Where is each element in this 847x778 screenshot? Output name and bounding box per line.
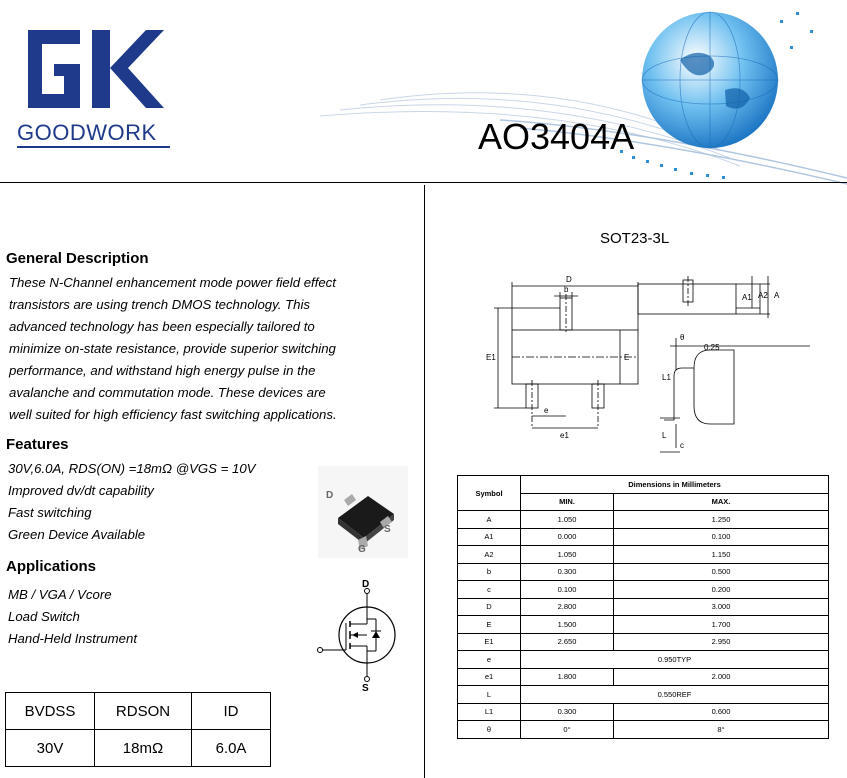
brand-name: GOODWORK [17,120,157,145]
application-item: MB / VGA / Vcore [8,587,112,602]
table-row [458,528,829,546]
dim-symbol: A2 [458,546,521,564]
spec-value: 6.0A [192,730,271,767]
dim-label-D: D [566,275,572,284]
dim-symbol: E1 [458,633,521,651]
spec-header: RDSON [95,693,192,730]
spec-value: 30V [6,730,95,767]
dim-max: 2.000 [614,668,829,686]
application-item: Load Switch [8,609,80,624]
applications-list [8,584,137,650]
table-row [458,581,829,599]
column-divider [424,185,425,778]
pkg-pin-s: S [384,524,391,535]
dim-max-header: MAX. [614,493,829,511]
table-row [458,546,829,564]
desc-line: advanced technology has been especially tailored to [9,319,315,334]
sot23-package-icon [318,466,408,558]
part-number: AO3404A [478,116,635,157]
dim-label-e: e [544,406,549,415]
dim-label-A2: A2 [758,291,768,300]
dim-label-L1: L1 [662,373,671,382]
dim-label-A1: A1 [742,293,752,302]
feature-item: Fast switching [8,505,92,520]
dim-min: 0° [521,721,614,739]
spec-header: ID [192,693,271,730]
application-item: Hand-Held Instrument [8,631,138,646]
dim-symbol: A1 [458,528,521,546]
goodwork-logo-icon [18,22,168,114]
desc-line: avalanche and commutation mode. These devices are [9,385,326,400]
feature-item: Green Device Available [8,527,146,542]
dim-symbol: A [458,511,521,529]
pkg-pin-d: D [326,490,334,501]
dim-max: 3.000 [614,598,829,616]
dimensions-table [457,475,829,739]
dim-label-E: E [624,353,630,362]
table-row [458,563,829,581]
desc-line: performance, and withstand high energy pulse in the [9,363,316,378]
dim-min: 1.800 [521,668,614,686]
dim-max: 0.600 [614,703,829,721]
header-divider [0,182,847,183]
dim-label-c: c [680,441,684,450]
table-row [458,616,829,634]
dim-label-theta: θ [680,333,685,342]
dim-symbol: c [458,581,521,599]
dim-symbol: θ [458,721,521,739]
dim-label-A: A [774,291,780,300]
dim-min: 1.500 [521,616,614,634]
dim-label-gauge: 0.25 [704,343,720,352]
dim-min: 1.050 [521,546,614,564]
dim-symbol-header: Symbol [458,476,521,511]
dim-max: 8° [614,721,829,739]
table-row [458,633,829,651]
applications-heading: Applications [6,558,97,575]
dim-max: 0.500 [614,563,829,581]
dim-max: 1.250 [614,511,829,529]
symbol-pin-d: D [362,579,370,590]
dim-min: 0.100 [521,581,614,599]
dim-label-L: L [662,431,667,440]
dim-symbol: b [458,563,521,581]
spec-header-row [6,693,271,730]
dim-label-E1: E1 [486,353,496,362]
spec-value: 18mΩ [95,730,192,767]
table-row [458,668,829,686]
dim-label-b: b [564,285,569,294]
dim-min: 0.000 [521,528,614,546]
dim-symbol: L1 [458,703,521,721]
spec-table [5,692,271,767]
brand-underline [17,146,170,148]
dim-max: 0.100 [614,528,829,546]
features-list [8,458,255,546]
dim-min: 2.800 [521,598,614,616]
desc-line: transistors are using trench DMOS technology. This [9,297,310,312]
logo-letters: GK [18,22,20,23]
dim-max: 2.950 [614,633,829,651]
dim-max: 1.700 [614,616,829,634]
spec-header: BVDSS [6,693,95,730]
dim-symbol: e [458,651,521,669]
table-row [458,598,829,616]
features-heading: Features [6,436,69,453]
dim-symbol: L [458,686,521,704]
package-outline-drawing [480,268,810,464]
dim-min: 0.300 [521,563,614,581]
desc-line: well suited for high efficiency fast switching applications. [9,407,337,422]
dim-min: 1.050 [521,511,614,529]
table-row [458,721,829,739]
dim-typ: 0.950TYP [521,651,829,669]
dim-label-e1: e1 [560,431,569,440]
dim-symbol: D [458,598,521,616]
dim-symbol: E [458,616,521,634]
table-row [458,686,829,704]
table-row [458,511,829,529]
table-row [458,703,829,721]
dim-min-header: MIN. [521,493,614,511]
dim-min: 0.300 [521,703,614,721]
package-title: SOT23-3L [600,230,670,247]
general-description-heading: General Description [6,250,149,267]
spec-value-row [6,730,271,767]
feature-item: Improved dv/dt capability [8,483,154,498]
general-description-text [9,272,369,426]
pkg-pin-g: G [358,544,366,555]
dim-max: 0.200 [614,581,829,599]
dim-typ: 0.550REF [521,686,829,704]
feature-item: 30V,6.0A, RDS(ON) =18mΩ @VGS = 10V [8,461,256,476]
dim-symbol: e1 [458,668,521,686]
symbol-pin-s: S [362,683,369,694]
dim-max: 1.150 [614,546,829,564]
desc-line: These N-Channel enhancement mode power field effect [9,275,336,290]
table-row [458,651,829,669]
desc-line: minimize on-state resistance, provide superior switching [9,341,336,356]
dim-min: 2.650 [521,633,614,651]
dim-title: Dimensions in Millimeters [521,476,829,494]
dim-header-row [458,476,829,494]
mosfet-symbol-icon [310,575,410,695]
